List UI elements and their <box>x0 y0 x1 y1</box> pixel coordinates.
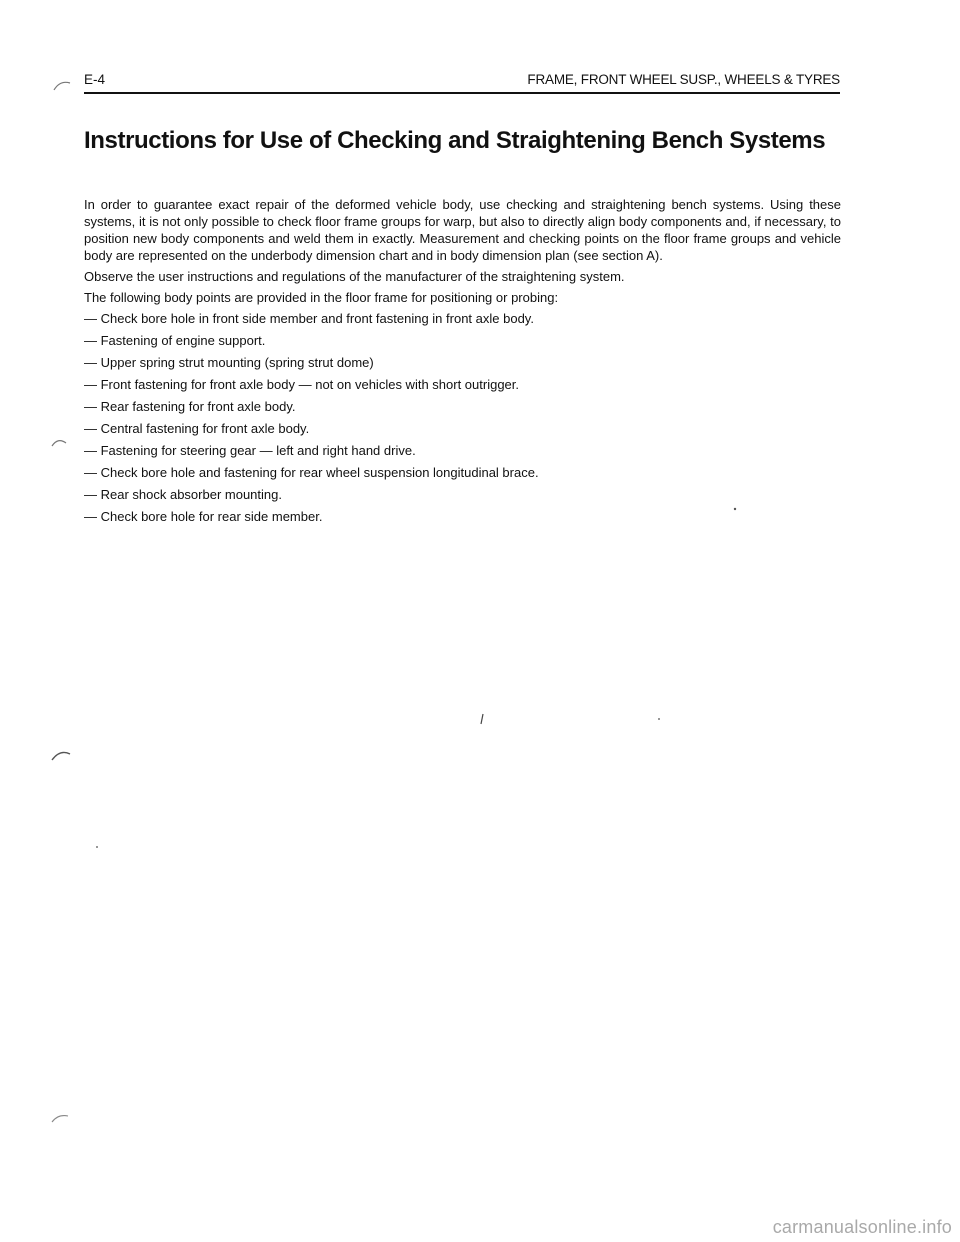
page-number: E-4 <box>84 72 106 87</box>
intro-paragraph: In order to guarantee exact repair of the deformed vehicle body, use checking and straightening bench systems. Using these systems, it is not only possible to check floor frame groups for warp, but also to directly align body components and, if necessary, to position new body components and weld them in exactly. Measurement and checking points on the floor frame groups and vehicle body are represented on the underbody dimension chart and in body dimension plan (see section A). <box>84 197 841 263</box>
list-item: — Fastening of engine support. <box>84 333 266 348</box>
scan-mark-icon <box>94 844 100 850</box>
list-item: — Check bore hole in front side member and front fastening in front axle body. <box>84 311 534 326</box>
page-header <box>84 72 840 94</box>
list-item: — Upper spring strut mounting (spring strut dome) <box>84 355 374 370</box>
document-title: Instructions for Use of Checking and Straightening Bench Systems <box>84 127 826 154</box>
document-body <box>84 196 841 530</box>
list-item: — Rear fastening for front axle body. <box>84 399 296 414</box>
scan-mark-icon <box>478 712 486 726</box>
scan-mark-icon <box>50 1112 70 1124</box>
list-item: — Front fastening for front axle body — not on vehicles with short outrigger. <box>84 377 519 392</box>
list-item: — Check bore hole and fastening for rear wheel suspension longitudinal brace. <box>84 465 539 480</box>
scan-mark-icon <box>50 748 72 762</box>
scan-mark-icon <box>732 506 738 512</box>
list-item: — Fastening for steering gear — left and right hand drive. <box>84 443 416 458</box>
section-title: FRAME, FRONT WHEEL SUSP., WHEELS & TYRES <box>527 72 840 87</box>
list-item: — Check bore hole for rear side member. <box>84 509 323 524</box>
watermark: carmanualsonline.info <box>772 1217 952 1237</box>
body-points-intro: The following body points are provided in the floor frame for positioning or probing: <box>84 290 559 305</box>
list-item: — Rear shock absorber mounting. <box>84 487 282 502</box>
scan-mark-icon <box>656 716 662 722</box>
list-item: — Central fastening for front axle body. <box>84 421 310 436</box>
scan-mark-icon <box>52 78 72 92</box>
body-points-list <box>84 310 841 525</box>
scan-mark-icon <box>50 434 70 448</box>
user-instructions-paragraph: Observe the user instructions and regulations of the manufacturer of the straightening system. <box>84 269 625 284</box>
